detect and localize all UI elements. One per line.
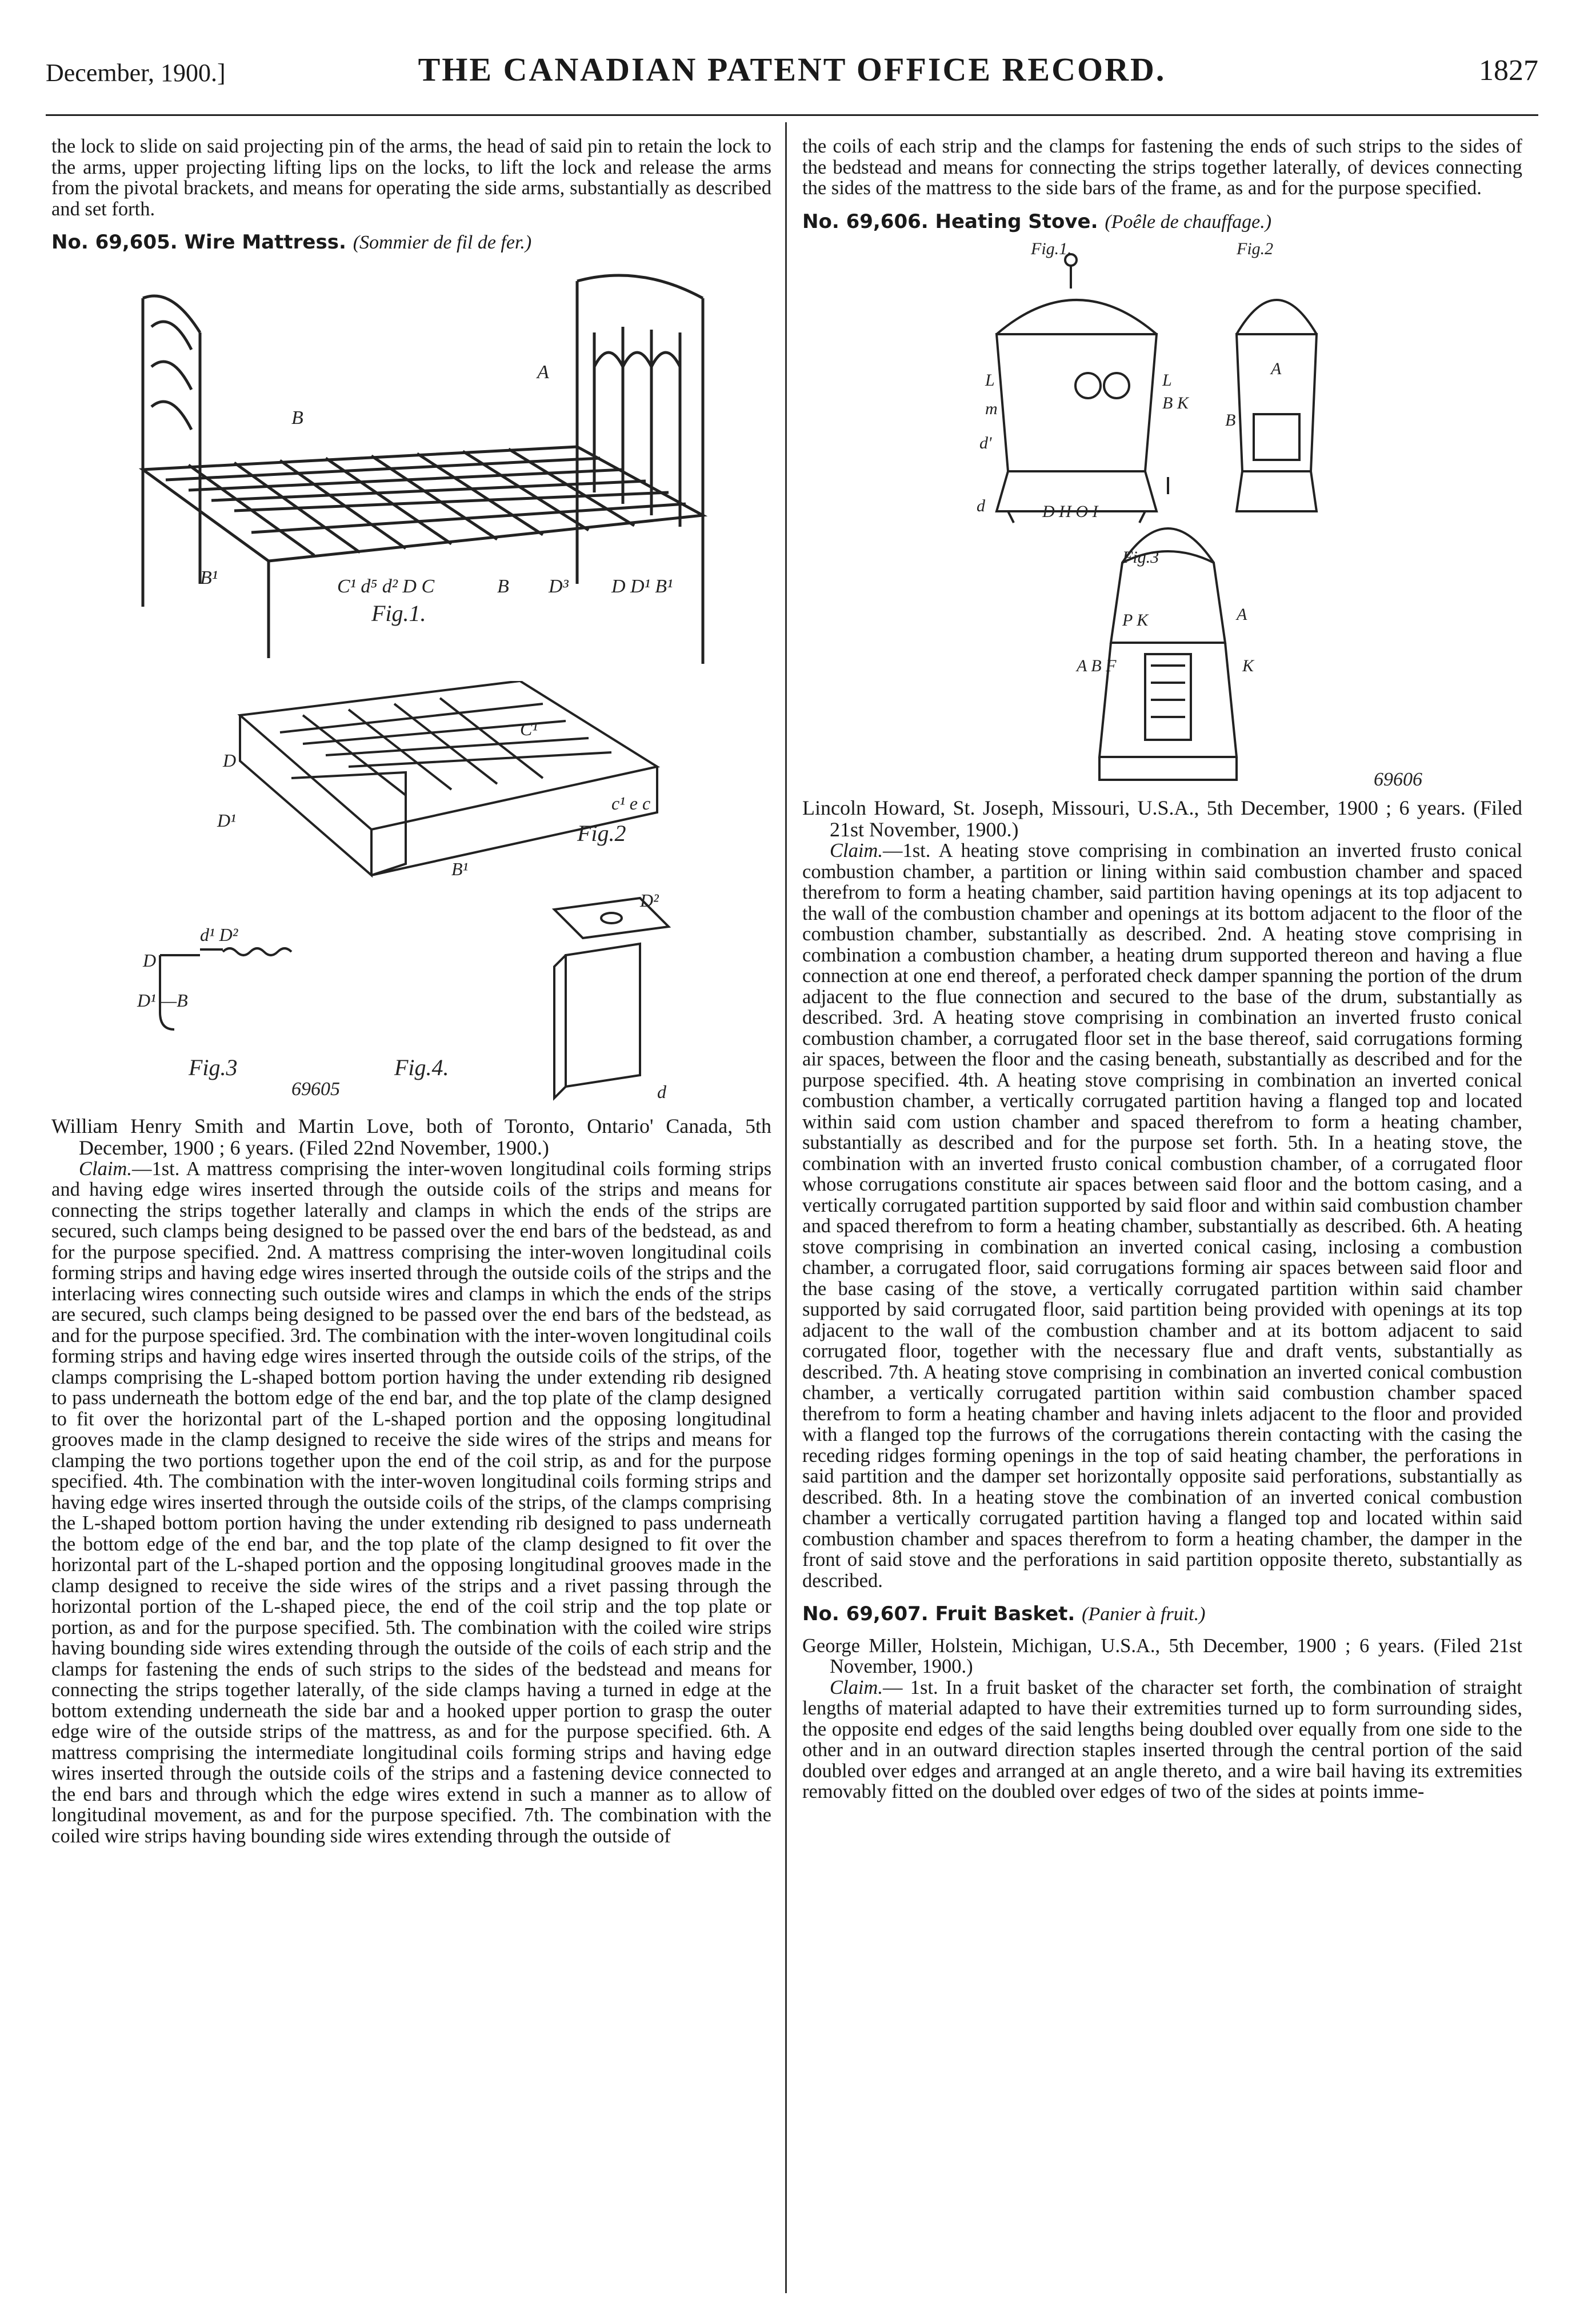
patent-french-title: (Poêle de chauffage.) (1105, 211, 1272, 233)
svg-text:L: L (1162, 371, 1172, 390)
claim-label: Claim. (830, 840, 883, 862)
mattress-fig1-drawing (51, 264, 771, 675)
svg-text:D³: D³ (549, 575, 569, 597)
patent-69606-inventors: Lincoln Howard, St. Joseph, Missouri, U.S.A., 5th December, 1900 ; 6 years. (Filed 21st November, 1900.) (802, 796, 1522, 841)
svg-text:B¹: B¹ (200, 567, 218, 588)
svg-text:B: B (291, 407, 303, 428)
drawing-number: 69605 (291, 1078, 340, 1100)
svg-text:D¹: D¹ (217, 810, 236, 831)
stove-fig2-label: Fig.2 (1237, 243, 1274, 258)
fig1-label: Fig.1. (371, 600, 426, 626)
patent-french-title: (Panier à fruit.) (1082, 1604, 1206, 1625)
svg-text:d: d (657, 1081, 666, 1102)
patent-69605-inventors: William Henry Smith and Martin Love, both of Toronto, Ontario' Canada, 5th December, 1900 ; 6 years. (Filed 22nd November, 1900.) (51, 1114, 771, 1159)
svg-text:B K: B K (1162, 394, 1189, 412)
patent-number: No. 69,606. (802, 210, 929, 233)
column-divider (785, 122, 787, 2293)
svg-text:A B F: A B F (1077, 656, 1117, 675)
svg-text:d': d' (979, 434, 992, 452)
svg-text:d: d (977, 496, 985, 515)
fig4-label: Fig.4. (394, 1054, 449, 1080)
svg-text:A: A (1237, 605, 1247, 624)
svg-text:A: A (537, 361, 549, 383)
patent-69607-heading (802, 1604, 1522, 1625)
patent-69605-heading (51, 232, 771, 254)
header-date: December, 1900.] (46, 59, 226, 87)
svg-text:C¹ d⁵ d² D C: C¹ d⁵ d² D C (337, 575, 435, 597)
patent-69606-heading (802, 211, 1522, 233)
svg-text:C¹: C¹ (520, 718, 538, 739)
patent-69607-inventors: George Miller, Holstein, Michigan, U.S.A., 5th December, 1900 ; 6 years. (Filed 21st November, 1900.) (802, 1634, 1522, 1677)
svg-text:D D¹ B¹: D D¹ B¹ (611, 575, 673, 597)
header-rule (46, 114, 1538, 116)
svg-text:B: B (1225, 411, 1236, 430)
svg-text:B: B (497, 575, 509, 597)
stove-drawing (802, 243, 1522, 791)
claim-text: —1st. A heating stove comprising in combination an inverted frusto conical combustion chamber, a partition or lining within said combustion chamber and spaced therefrom to form a heating chamber, said partition having openings at its top adjacent to the wall of the combustion chamber and openings at its bottom adjacent to the floor of the combustion chamber, substantially as described. 2nd. A heating stove comprising in combination a combustion chamber, a heating drum supported thereon and having a flue connection at one end thereof, a perforated check damper spanning the portion of the drum adjacent to the flue connection and secured to the base of the drum, substantially as described. 3rd. A heating stove comprising in combination an inverted frusto conical combustion chamber, a corrugated floor set in the base thereof, said corrugations forming air spaces, between the floor and the casing beneath, substantially as described and for the purpose specified. 4th. A heating stove comprising in combination an inverted conical combustion chamber, a vertically corrugated partition having a flanged top and located within said com ustion chamber and spaced therefrom to form a heating chamber, substantially as described and for the purpose set forth. 5th. In a heating stove, the combination with an inverted frusto conical combustion chamber, of a corrugated floor whose corrugations constitute air spaces between said floor and the bottom casing, and a vertically corrugated partition supported by said floor and within said combustion chamber and spaced therefrom to form a heating chamber, substantially as described. 6th. A heating stove comprising in combination an inverted conical casing, inclosing a combustion chamber, a corrugated floor, said corrugations forming air spaces between said floor and the base casing of the stove, a vertically corrugated partition within said chamber supported by said corrugated floor, said partition being provided with openings at its top adjacent to the wall of the combustion chamber and at its bottom adjacent to said corrugated floor, together with the necessary flue and draft vents, substantially as described. 7th. A heating stove comprising in combination an inverted conical combustion chamber, a vertically corrugated partition within said combustion chamber spaced therefrom to form a heating chamber and having inlets adjacent to the floor and provided with a flanged top the furrows of the corrugations therein contacting with the casing the receding ridges forming openings in the top of said heating chamber, the perforations in said partition and the damper set horizontally opposite said perforations, substantially as described. 8th. In a heating stove the combination of an inverted conical combustion chamber a vertically corrugated partition having a flanged top and located within said combustion chamber and spaces therefrom to form a heating chamber, the damper in the front of said stove and the perforations in said partition opposite thereto, substantially as described. (802, 840, 1522, 1592)
svg-text:B¹: B¹ (451, 858, 469, 879)
patent-69607-claims (802, 1677, 1522, 1802)
right-continuation-text: the coils of each strip and the clamps for fastening the ends of such strips to the sides of the bedstead and means for connecting the strips together laterally, of devices connecting the sides of the mattress to the side bars of the frame, as and for the purpose specified. (802, 135, 1522, 199)
patent-number: No. 69,607. (802, 1602, 929, 1625)
svg-text:D H O I: D H O I (1042, 502, 1098, 521)
patent-69606-claims (802, 840, 1522, 1591)
claim-label: Claim. (830, 1676, 883, 1698)
svg-text:m: m (985, 399, 998, 418)
left-continuation-text: the lock to slide on said projecting pin of the arms, the head of said pin to retain the lock to the arms, upper projecting lifting lips on the locks, to lift the lock and release the arms from the pivotal brackets, and means for operating the side arms, substantially as described and set forth. (51, 135, 771, 220)
page-header (46, 50, 1538, 96)
svg-text:d¹ D²: d¹ D² (200, 924, 238, 945)
svg-text:D¹ —B: D¹ —B (137, 989, 188, 1011)
mattress-fig2-4-drawing (51, 681, 771, 1109)
patent-69605-claims (51, 1159, 771, 1847)
svg-text:L: L (985, 371, 995, 390)
patent-french-title: (Sommier de fil de fer.) (353, 232, 532, 253)
right-column (802, 136, 1522, 1802)
claim-text: —1st. A mattress comprising the inter-woven longitudinal coils forming strips and having edge wires inserted through the outside coils of the strips and means for connecting the strips together laterally and clamps in which the ends of the strips are secured, such clamps being designed to be passed over the end bars of the bedstead, as and for the purpose specified. 2nd. A mattress comprising the inter-woven longitudinal coils forming strips and having edge wires inserted through the outside coils of the strips and the interlacing wires connecting such outside wires and clamps in which the ends of the strips are secured, such clamps being designed to be passed over the end bars of the bedstead, as and for the purpose specified. 3rd. The combination with the inter-woven longitudinal coils forming strips and having edge wires inserted through the outside coils of the strips, of the clamps comprising the L-shaped bottom portion having the under extending rib designed to pass underneath the bottom edge of the end bar, and the top plate of the clamp designed to fit over the horizontal part of the L-shaped portion and the opposing longitudinal grooves made in the clamp designed to receive the side wires of the strips and means for clamping the two portions together upon the end of the coil strip, as and for the purpose specified. 4th. The combination with the inter-woven longitudinal coils forming strips and having edge wires inserted through the outside coils of the strips, of the clamps comprising the L-shaped bottom portion having the under extending rib designed to pass underneath the bottom edge of the end bar, and the top plate of the clamp designed to fit over the horizontal part of the L-shaped portion and the opposing longitudinal grooves made in the clamp designed to receive the side wires of the strips and a rivet passing through the horizontal portion of the L-shaped piece, the end of the coil strip and the top plate or portion, as and for the purpose specified. 5th. The combination with the coiled wire strips having bounding side wires extending through the outside of the coils of each strip and the clamps for fastening the ends of such strips to the sides of the bedstead and means for connecting the strips together laterally, of the side clamps having a turned in edge at the bottom extending underneath the side bar and a hooked upper portion to grasp the outer edge wire of the outside strips of the mattress, as and for the purpose specified. 6th. A mattress comprising the intermediate longitudinal coils forming strips and having edge wires inserted through the outside coils of the strips and a fastening device connected to the end bars and through which the edge wires extend in such a manner as to allow of longitudinal movement, as and for the purpose specified. 7th. The combination with the coiled wire strips having bounding side wires extending through the outside of (51, 1157, 771, 1847)
patent-title: Heating Stove. (935, 210, 1098, 233)
fig2-label: Fig.2 (577, 820, 626, 846)
header-title: THE CANADIAN PATENT OFFICE RECORD. (418, 51, 1166, 88)
claim-text: — 1st. In a fruit basket of the character set forth, the combination of straight lengths of material adapted to have their extremities turned up to form surrounding sides, the opposite end edges of the said lengths being doubled over equally from one side to the other and in an outward direction staples inserted through the central portion of the said doubled over edges and arranged at an angle thereto, and a wire bail having its extremities removably fitted on the doubled over edges of two of the sides at points imme- (802, 1676, 1522, 1802)
svg-text:D: D (143, 949, 157, 971)
svg-text:P K: P K (1122, 611, 1149, 630)
stove-fig1-label: Fig.1. (1031, 243, 1072, 258)
svg-text:D²: D² (640, 889, 659, 911)
fig3-label: Fig.3 (189, 1054, 238, 1080)
svg-text:K: K (1242, 656, 1254, 675)
claim-label: Claim. (79, 1157, 132, 1180)
stove-fig3-label: Fig.3 (1122, 548, 1159, 567)
svg-text:A: A (1271, 359, 1282, 378)
left-column (51, 136, 771, 1846)
header-page-number: 1827 (1479, 54, 1538, 87)
svg-text:D: D (223, 750, 237, 771)
patent-number: No. 69,605. (51, 231, 178, 254)
svg-text:c¹ e c: c¹ e c (611, 792, 651, 814)
patent-title: Fruit Basket. (935, 1602, 1075, 1625)
stove-drawing-number: 69606 (1374, 769, 1422, 790)
patent-title: Wire Mattress. (184, 231, 346, 254)
